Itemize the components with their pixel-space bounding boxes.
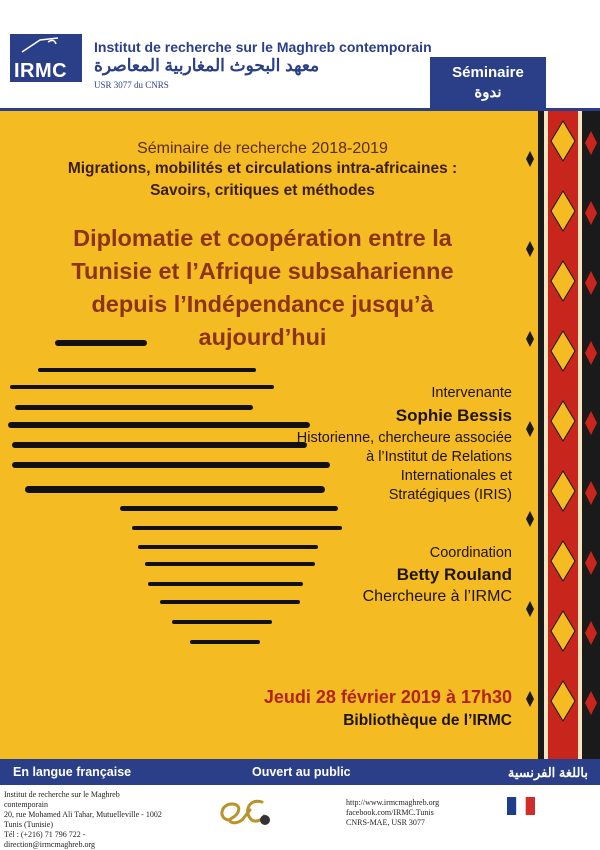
talk-title-line-2: Tunisie et l’Afrique subsaharienne	[71, 258, 454, 284]
logo-text: IRMC	[14, 60, 68, 82]
address-line: direction@irmcmaghreb.org	[4, 840, 95, 849]
speaker-name: Sophie Bessis	[395, 406, 512, 425]
talk-title-line-4: aujourd’hui	[198, 324, 327, 350]
seminaire-label-fr: Séminaire	[452, 64, 524, 81]
event-venue: Bibliothèque de l’IRMC	[343, 712, 512, 729]
seminar-theme-line-2: Savoirs, critiques et méthodes	[150, 182, 375, 199]
seminar-theme-line-1: Migrations, mobilités et circulations intra-africaines :	[67, 160, 458, 177]
speaker-bio-line: à l’Institut de Relations	[366, 449, 512, 465]
website-link[interactable]: http://www.irmcmaghreb.org	[346, 798, 440, 807]
institute-name-ar: معهد البحوث المغاربية المعاصرة	[94, 56, 320, 75]
speaker-bio-line: Internationales et	[400, 468, 512, 484]
footer-web	[346, 798, 486, 828]
talk-title-line-3: depuis l’Indépendance jusqu’à	[91, 291, 434, 317]
usr-number: USR 3077 du CNRS	[94, 80, 169, 90]
africa-lines-illustration	[0, 330, 360, 660]
language-ar: باللغة الفرنسية	[507, 765, 588, 780]
address-line: 20, rue Mohamed Ali Tahar, Mutuelleville - 1002	[4, 810, 162, 819]
talk-title-line-1: Diplomatie et coopération entre la	[73, 225, 452, 251]
open-to-public: Ouvert au public	[252, 765, 351, 779]
address-line: Institut de recherche sur le Maghreb	[4, 790, 120, 799]
facebook-link[interactable]: facebook.com/IRMC.Tunis	[346, 808, 434, 817]
partner-logo-icon	[216, 790, 272, 830]
speaker-bio-line: Stratégiques (IRIS)	[388, 487, 512, 503]
berber-pattern-icon	[522, 111, 600, 759]
seminar-series: Séminaire de recherche 2018-2019	[137, 140, 388, 157]
event-date: Jeudi 28 février 2019 à 17h30	[263, 687, 512, 707]
address-line: contemporain	[4, 800, 48, 809]
speaker-label: Intervenante	[431, 385, 512, 401]
coordinator-name: Betty Rouland	[396, 565, 512, 584]
logo-mark-icon	[20, 36, 60, 56]
coordination-label: Coordination	[429, 545, 512, 561]
french-republic-flag-icon	[507, 797, 535, 815]
coordinator-role: Chercheure à l’IRMC	[362, 588, 512, 605]
institute-name-fr: Institut de recherche sur le Maghreb contemporain	[94, 39, 432, 55]
language-fr: En langue française	[13, 765, 132, 779]
cnrs-line: CNRS-MAE, USR 3077	[346, 818, 425, 827]
speaker-bio-line: Historienne, chercheure associée	[296, 430, 512, 446]
footer-address	[4, 790, 174, 850]
seminaire-label-ar: ندوة	[474, 84, 502, 101]
address-line: Tél : (+216) 71 796 722 -	[4, 830, 86, 839]
address-line: Tunis (Tunisie)	[4, 820, 53, 829]
